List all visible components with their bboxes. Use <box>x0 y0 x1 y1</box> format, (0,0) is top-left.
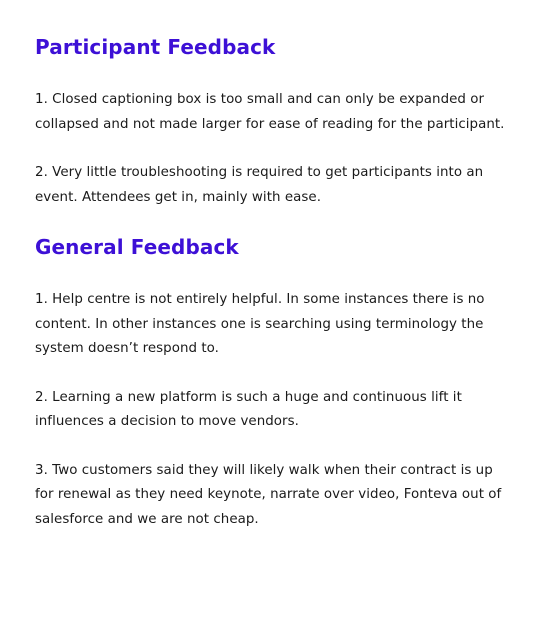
general-feedback-section <box>35 233 515 532</box>
general-feedback-heading: General Feedback <box>35 235 239 259</box>
participant-feedback-item: 2. Very little troubleshooting is required to get participants into an event. Attendees get in, mainly with ease. <box>35 165 484 205</box>
general-feedback-item: 1. Help centre is not entirely helpful. In some instances there is no content. In other instances one is searching using terminology the system doesn’t respond to. <box>35 292 485 356</box>
participant-feedback-heading: Participant Feedback <box>35 35 276 59</box>
general-feedback-item: 2. Learning a new platform is such a huge and continuous lift it influences a decision to move vendors. <box>35 389 462 429</box>
participant-feedback-item: 1. Closed captioning box is too small and can only be expanded or collapsed and not made larger for ease of reading for the participant. <box>35 92 505 132</box>
general-feedback-item: 3. Two customers said they will likely walk when their contract is up for renewal as they need keynote, narrate over video, Fonteva out of salesforce and we are not cheap. <box>35 462 502 527</box>
feedback-document <box>35 33 515 532</box>
participant-feedback-section <box>35 33 515 210</box>
